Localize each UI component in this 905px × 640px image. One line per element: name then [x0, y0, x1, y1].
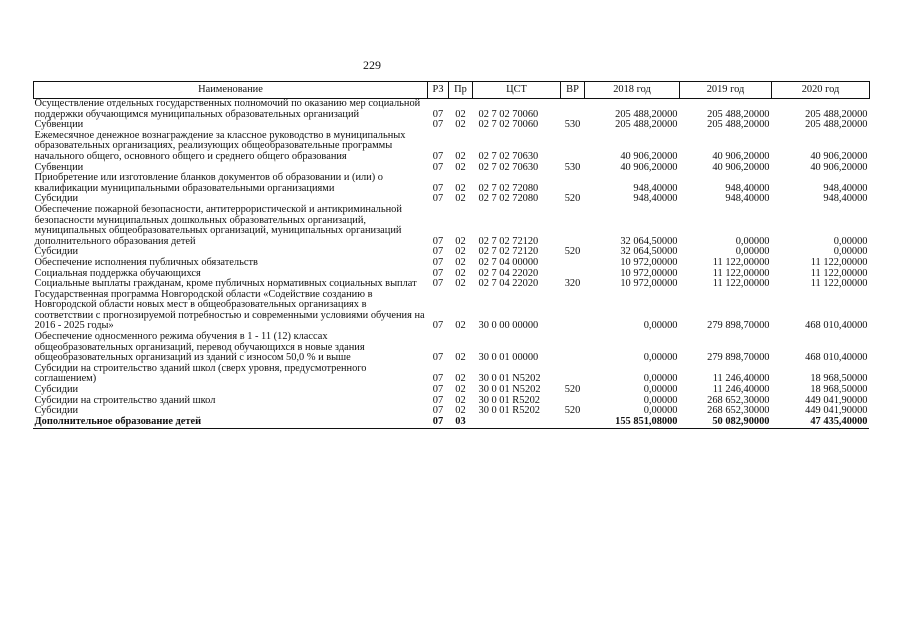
cell-2018: 155 851,08000 — [615, 415, 678, 427]
cell-2018: 10 972,00000 — [620, 278, 678, 290]
cell-vr — [561, 417, 585, 428]
cell-vr — [561, 290, 585, 332]
cell-2018: 10 972,00000 — [620, 256, 678, 268]
cell-name: Осуществление отдельных государственных полномочий по оказанию мер социальной поддержки обучающимся муниципальных образовательных организаций — [34, 98, 421, 120]
cell-pr: 02 — [455, 373, 466, 385]
header-rz: РЗ — [428, 82, 449, 99]
table-header-row — [34, 82, 870, 99]
cell-2018: 0,00000 — [643, 405, 678, 417]
header-2020: 2020 год — [772, 82, 870, 99]
cell-2018: 40 906,20000 — [620, 161, 678, 173]
cell-cst: 30 0 01 00000 — [478, 352, 539, 364]
table-row — [34, 205, 870, 247]
cell-cst: 02 7 02 70060 — [478, 119, 539, 131]
cell-cst: 02 7 02 70630 — [478, 161, 539, 173]
cell-2019: 279 898,70000 — [707, 352, 770, 364]
cell-vr: 530 — [564, 119, 581, 131]
cell-vr: 530 — [564, 161, 581, 173]
cell-2020: 0,00000 — [833, 235, 868, 247]
cell-rz: 07 — [432, 278, 444, 290]
cell-2019: 40 906,20000 — [712, 150, 770, 162]
cell-vr: 520 — [564, 384, 581, 396]
cell-rz: 07 — [432, 235, 444, 247]
cell-2020: 0,00000 — [833, 246, 868, 258]
table-bottom-rule — [33, 428, 869, 429]
cell-2019: 948,40000 — [725, 182, 770, 194]
cell-2018: 32 064,50000 — [620, 246, 678, 258]
table-row — [34, 290, 870, 332]
table-row — [34, 131, 870, 163]
cell-2018: 10 972,00000 — [620, 267, 678, 279]
header-2018: 2018 год — [585, 82, 680, 99]
cell-rz: 07 — [432, 405, 444, 417]
cell-cst: 02 7 02 72080 — [478, 193, 539, 205]
cell-name: Субвенции — [34, 161, 84, 173]
cell-name: Субсидии на строительство зданий школ — [34, 394, 216, 406]
cell-name: Субсидии — [34, 384, 79, 396]
cell-rz: 07 — [432, 415, 444, 427]
table-row — [34, 173, 870, 194]
cell-2019: 279 898,70000 — [707, 320, 770, 332]
cell-cst: 02 7 02 72080 — [478, 182, 539, 194]
cell-pr: 02 — [455, 267, 466, 279]
cell-pr: 02 — [455, 384, 466, 396]
cell-2020: 18 968,50000 — [810, 373, 868, 385]
cell-2018: 948,40000 — [633, 182, 678, 194]
cell-2019: 0,00000 — [735, 235, 770, 247]
cell-cst: 02 7 04 22020 — [478, 267, 539, 279]
cell-cst: 02 7 02 70630 — [478, 150, 539, 162]
cell-vr — [561, 205, 585, 247]
cell-name: Социальная поддержка обучающихся — [34, 267, 201, 279]
cell-2020: 11 122,00000 — [810, 278, 868, 290]
cell-2020: 11 122,00000 — [810, 256, 868, 268]
cell-rz: 07 — [432, 119, 444, 131]
cell-name: Субсидии — [34, 193, 79, 205]
cell-2019: 11 122,00000 — [712, 267, 770, 279]
cell-pr: 02 — [455, 235, 466, 247]
cell-2018: 0,00000 — [643, 352, 678, 364]
cell-2019: 11 122,00000 — [712, 256, 770, 268]
cell-cst: 02 7 02 70060 — [478, 108, 539, 120]
cell-2020: 47 435,40000 — [810, 415, 868, 427]
cell-2020: 948,40000 — [823, 193, 868, 205]
cell-name: Субсидии — [34, 246, 79, 258]
cell-name: Обеспечение исполнения публичных обязательств — [34, 256, 258, 268]
cell-2019: 0,00000 — [735, 246, 770, 258]
cell-name: Обеспечение пожарной безопасности, антитеррористической и антикриминальной безопасности муниципальных дошкольных образовательных организаций, муниципальных общеобразовательных организаций, муниципальных организаций дополнительного образования детей — [34, 203, 402, 247]
cell-2019: 205 488,20000 — [707, 119, 770, 131]
cell-cst: 30 0 01 R5202 — [478, 394, 540, 406]
cell-vr: 320 — [564, 278, 581, 290]
cell-vr — [561, 99, 585, 121]
table-body — [34, 99, 870, 428]
cell-rz: 07 — [432, 373, 444, 385]
table-row — [34, 99, 870, 121]
table-row — [34, 417, 870, 428]
cell-pr: 03 — [455, 415, 466, 427]
cell-pr: 02 — [455, 256, 466, 268]
cell-2018: 32 064,50000 — [620, 235, 678, 247]
cell-pr: 02 — [455, 405, 466, 417]
cell-2019: 948,40000 — [725, 193, 770, 205]
cell-cst: 02 7 04 22020 — [478, 278, 539, 290]
cell-name: Социальные выплаты гражданам, кроме публичных нормативных социальных выплат — [34, 278, 417, 290]
cell-2018: 205 488,20000 — [615, 119, 678, 131]
cell-rz: 07 — [432, 193, 444, 205]
cell-pr: 02 — [455, 193, 466, 205]
cell-pr: 02 — [455, 182, 466, 194]
cell-name: Субсидии на строительство зданий школ (сверх уровня, предусмотренного соглашением) — [34, 362, 367, 385]
cell-vr — [561, 131, 585, 163]
cell-cst: 30 0 00 00000 — [478, 320, 539, 332]
cell-vr — [561, 364, 585, 385]
cell-2019: 11 246,40000 — [712, 384, 770, 396]
cell-rz: 07 — [432, 320, 444, 332]
cell-cst: 02 7 02 72120 — [478, 235, 539, 247]
cell-cst: 30 0 01 N5202 — [478, 373, 541, 385]
cell-pr: 02 — [455, 108, 466, 120]
cell-pr: 02 — [455, 320, 466, 332]
cell-2019: 268 652,30000 — [707, 405, 770, 417]
cell-rz: 07 — [432, 256, 444, 268]
cell-rz: 07 — [432, 384, 444, 396]
cell-rz: 07 — [432, 267, 444, 279]
table-row — [34, 364, 870, 385]
cell-cst: 02 7 04 00000 — [478, 256, 539, 268]
table-row — [34, 258, 870, 269]
cell-vr — [561, 332, 585, 364]
cell-vr — [561, 258, 585, 269]
cell-vr — [561, 173, 585, 194]
cell-2018: 0,00000 — [643, 384, 678, 396]
cell-name: Приобретение или изготовление бланков документов об образовании и (или) о квалификации муниципальными образовательными организациями — [34, 172, 384, 194]
cell-2019: 40 906,20000 — [712, 161, 770, 173]
cell-rz: 07 — [432, 182, 444, 194]
cell-2020: 40 906,20000 — [810, 150, 868, 162]
header-cst: ЦСТ — [473, 82, 561, 99]
cell-name: Субвенции — [34, 119, 84, 131]
cell-name: Обеспечение односменного режима обучения в 1 - 11 (12) классах общеобразовательных организаций, перевод обучающихся в новые здания общеобразовательных организаций из зданий с износом 50,0 % и выше — [34, 331, 365, 364]
cell-name: Ежемесячное денежное вознаграждение за классное руководство в муниципальных образовательных организациях, реализующих общеобразовательные программы начального общего, основного общего и среднего общего образования — [34, 129, 406, 162]
cell-pr: 02 — [455, 246, 466, 258]
cell-rz: 07 — [432, 352, 444, 364]
header-name: Наименование — [34, 82, 428, 99]
cell-2019: 205 488,20000 — [707, 108, 770, 120]
budget-table — [33, 81, 870, 427]
cell-2019: 50 082,90000 — [712, 415, 770, 427]
cell-2018: 0,00000 — [643, 373, 678, 385]
cell-2020: 449 041,90000 — [805, 405, 868, 417]
cell-2020: 18 968,50000 — [810, 384, 868, 396]
cell-2018: 40 906,20000 — [620, 150, 678, 162]
cell-2019: 11 246,40000 — [712, 373, 770, 385]
cell-pr: 02 — [455, 278, 466, 290]
header-vr: ВР — [561, 82, 585, 99]
cell-pr: 02 — [455, 119, 466, 131]
cell-pr: 02 — [455, 161, 466, 173]
cell-2018: 205 488,20000 — [615, 108, 678, 120]
cell-vr: 520 — [564, 246, 581, 258]
cell-pr: 02 — [455, 352, 466, 364]
cell-2020: 468 010,40000 — [805, 320, 868, 332]
cell-rz: 07 — [432, 150, 444, 162]
cell-rz: 07 — [432, 108, 444, 120]
cell-2018: 0,00000 — [643, 320, 678, 332]
cell-2020: 948,40000 — [823, 182, 868, 194]
cell-pr: 02 — [455, 394, 466, 406]
cell-2018: 0,00000 — [643, 394, 678, 406]
cell-rz: 07 — [432, 246, 444, 258]
cell-cst: 30 0 01 N5202 — [478, 384, 541, 396]
cell-2020: 205 488,20000 — [805, 108, 868, 120]
cell-2020: 11 122,00000 — [810, 267, 868, 279]
cell-2019: 11 122,00000 — [712, 278, 770, 290]
cell-cst — [473, 417, 561, 428]
cell-name: Дополнительное образование детей — [34, 415, 202, 427]
page-number: 229 — [363, 58, 381, 72]
header-pr: Пр — [449, 82, 473, 99]
cell-cst: 30 0 01 R5202 — [478, 405, 540, 417]
cell-rz: 07 — [432, 394, 444, 406]
cell-2018: 948,40000 — [633, 193, 678, 205]
cell-2019: 268 652,30000 — [707, 394, 770, 406]
cell-2020: 449 041,90000 — [805, 394, 868, 406]
cell-name: Государственная программа Новгородской области «Содействие созданию в Новгородской области новых мест в общеобразовательных организациях в соответствии с прогнозируемой потребностью и современными условиями обучения на 2016 - 2025 годы» — [34, 288, 425, 332]
cell-pr: 02 — [455, 150, 466, 162]
cell-rz: 07 — [432, 161, 444, 173]
header-2019: 2019 год — [680, 82, 772, 99]
cell-name: Субсидии — [34, 405, 79, 417]
cell-2020: 468 010,40000 — [805, 352, 868, 364]
cell-2020: 205 488,20000 — [805, 119, 868, 131]
cell-2020: 40 906,20000 — [810, 161, 868, 173]
cell-cst: 02 7 02 72120 — [478, 246, 539, 258]
cell-vr: 520 — [564, 405, 581, 417]
cell-vr: 520 — [564, 193, 581, 205]
table-row — [34, 332, 870, 364]
